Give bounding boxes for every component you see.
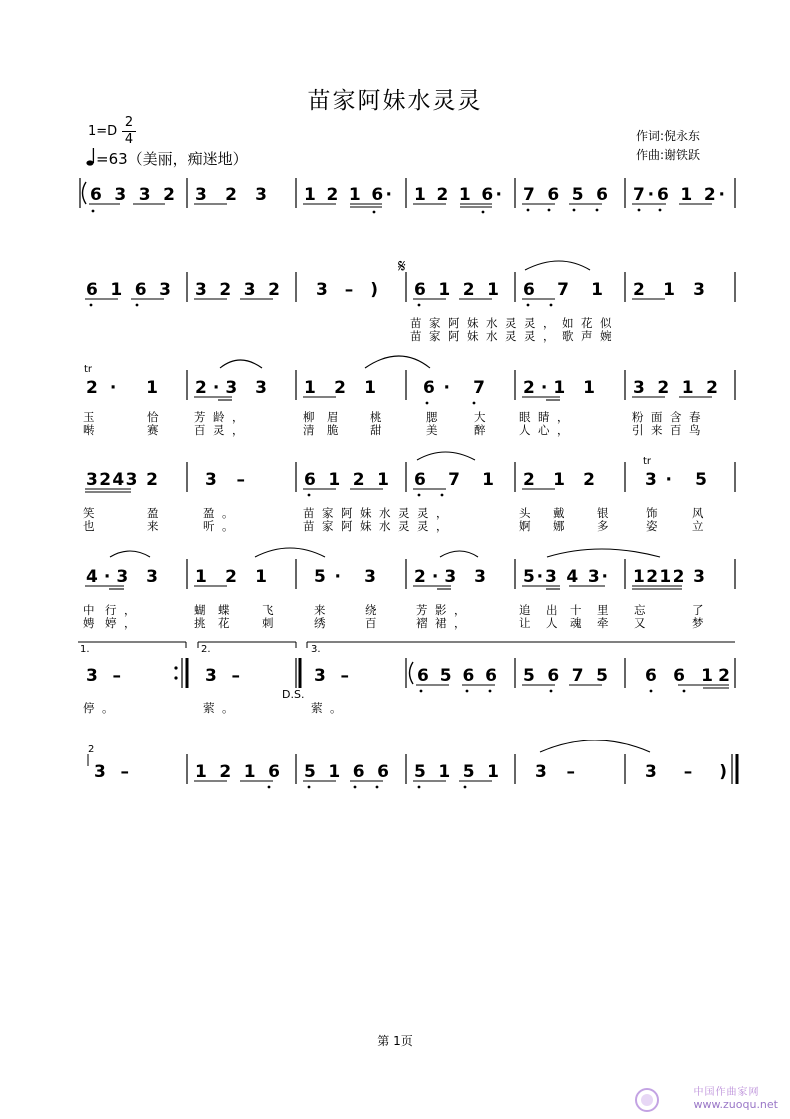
- octave-dots: [92, 209, 662, 214]
- lyric-word: 来: [147, 519, 166, 533]
- lyric-word: 百灵，: [194, 423, 251, 437]
- lyric-word: 人心，: [519, 423, 576, 437]
- measure-notes: 3243 2: [86, 470, 158, 490]
- repeat-dots: [174, 666, 177, 679]
- slur: [417, 452, 475, 460]
- volta-1-label: 1.: [80, 644, 90, 655]
- measure-notes: 6 6 12: [645, 666, 730, 686]
- lyric-word: 挑: [194, 616, 213, 630]
- lyric-word: 头: [519, 506, 538, 520]
- measure-6: [633, 185, 725, 205]
- measure-notes: 6 1 2 1: [414, 280, 499, 300]
- lyric-word: 苗家阿妹水灵灵，: [303, 506, 455, 520]
- lyric-word: 萦。: [311, 701, 349, 715]
- lyric-word: 来: [314, 603, 333, 617]
- lyric-word: 多: [597, 519, 616, 533]
- lyric-word: 追: [519, 603, 538, 617]
- lyric-word: 让: [519, 616, 538, 630]
- watermark-site-name: 中国作曲家网: [693, 1087, 760, 1098]
- measure-notes: 3 –: [205, 470, 245, 490]
- measure-notes: 3 –: [94, 762, 129, 782]
- volta-2-label: 2.: [201, 644, 211, 655]
- measure-notes: 2 1 3: [633, 280, 705, 300]
- lyric-word: 又: [634, 616, 653, 630]
- slur: [255, 548, 325, 557]
- lyric-word: 行，: [105, 603, 143, 617]
- lyric-word: 脆: [327, 423, 346, 437]
- score-system-3: [0, 352, 790, 412]
- lyric-word: 婀: [519, 519, 538, 533]
- lyric-word: 柳: [303, 410, 322, 424]
- tempo-marking: [86, 147, 248, 171]
- lyric-word: 刺: [262, 616, 281, 630]
- slur: [540, 740, 650, 752]
- measure-notes: 1 2 1 6·: [414, 185, 502, 205]
- lyric-word: 引来百鸟: [632, 423, 708, 437]
- time-signature-top: 2: [124, 115, 134, 130]
- score-system-2: [0, 258, 790, 348]
- lyric-word: 人: [546, 616, 565, 630]
- octave-dots: [420, 690, 686, 693]
- measure-1: [90, 185, 175, 205]
- octave-dots: [268, 786, 467, 789]
- measure-notes: 3 –: [86, 666, 121, 686]
- lyrics-verse-2: 苗家阿妹水灵灵，歌声婉: [410, 329, 619, 343]
- measure-notes: 2·3 3: [195, 378, 267, 398]
- lyric-word: 恰: [147, 410, 166, 424]
- lyric-word: 听。: [203, 519, 241, 533]
- measure-notes: 1 2 1 6·: [304, 185, 392, 205]
- measure-notes: 6 5 6 6: [417, 666, 497, 686]
- key-signature: 1=D: [88, 124, 118, 139]
- octave-dots: [90, 304, 553, 307]
- measure-2: [195, 185, 267, 205]
- trill-mark: tr: [643, 456, 652, 467]
- lyricist: 作词:倪永东: [636, 129, 701, 143]
- lyric-word: 甜: [370, 423, 389, 437]
- lyric-word: 姿: [646, 519, 665, 533]
- composer: 作曲:谢铁跃: [636, 148, 701, 162]
- time-signature: [122, 116, 136, 147]
- lyric-word: 出: [546, 603, 565, 617]
- lyrics-verse-1: 苗家阿妹水灵灵，如花似: [410, 316, 619, 330]
- lyric-word: 清: [303, 423, 322, 437]
- measure-notes: 4·3 3: [86, 567, 158, 587]
- lyric-word: 笑: [83, 506, 102, 520]
- watermark-logo-icon: [634, 1087, 660, 1113]
- measure-notes: 3 –: [535, 762, 575, 782]
- lyric-word: 立: [692, 519, 711, 533]
- dal-segno-marking: D.S.: [282, 688, 305, 701]
- time-signature-bottom: 4: [124, 132, 134, 147]
- score-system-5: [0, 545, 790, 605]
- measure-notes: 2 1 2: [523, 470, 595, 490]
- song-title: 苗家阿妹水灵灵: [307, 88, 483, 114]
- measure-notes: 6 1 6 3: [86, 280, 171, 300]
- lyric-word: 百: [365, 616, 384, 630]
- underlines: [194, 397, 712, 400]
- score-system-4: [0, 448, 790, 508]
- slur: [440, 551, 478, 557]
- underlines: [416, 685, 729, 688]
- measure-notes: 1 2 1: [304, 378, 376, 398]
- measure-notes: 1212 3: [633, 567, 705, 587]
- measure-notes: 5·3 4 3·: [523, 567, 608, 587]
- slur: [220, 360, 262, 368]
- measure-notes: 3 2 1 2: [633, 378, 718, 398]
- underlines: [89, 204, 712, 207]
- open-paren: [410, 662, 414, 684]
- lyric-word: 桃: [370, 410, 389, 424]
- measure-notes: 1 2 1: [195, 567, 267, 587]
- measure-notes: 3 – ): [645, 762, 727, 782]
- lyric-word: 芳龄，: [194, 410, 251, 424]
- measure-notes: 6· 7: [423, 378, 485, 398]
- lyric-word: 啭: [83, 423, 102, 437]
- lyric-word: 腮: [426, 410, 445, 424]
- lyric-word: 中: [83, 603, 102, 617]
- lyric-word: 眉: [327, 410, 346, 424]
- measure-notes: 2·1 1: [523, 378, 595, 398]
- lyric-word: 十: [570, 603, 589, 617]
- lyric-word: 梦: [692, 616, 711, 630]
- lyric-word: 娜: [553, 519, 572, 533]
- lyric-word: 牵: [597, 616, 616, 630]
- lyric-word: 萦。: [203, 701, 241, 715]
- lyric-word: 也: [83, 519, 102, 533]
- slur: [110, 551, 150, 557]
- lyric-word: 魂: [570, 616, 589, 630]
- lyric-word: 粉面含春: [632, 410, 708, 424]
- measure-notes: 1 2 1 6: [195, 762, 280, 782]
- measure-notes: 2·3 3: [414, 567, 486, 587]
- measure-notes: 3 – ): [316, 280, 378, 300]
- volta-3-label: 3.: [311, 644, 321, 655]
- lyric-word: 戴: [553, 506, 572, 520]
- measure-notes: 3 2 3: [195, 185, 267, 205]
- slur: [365, 356, 430, 368]
- score-system-7: [0, 740, 790, 800]
- measure-notes: 3 –: [314, 666, 349, 686]
- segno-sign: 𝄋: [398, 258, 406, 277]
- lyric-word: 醉: [474, 423, 493, 437]
- lyric-word: 玉: [83, 410, 102, 424]
- measure-notes: 3 –: [205, 666, 240, 686]
- measure-notes: 6 7 1: [414, 470, 494, 490]
- measure-notes: 5 1 6 6: [304, 762, 389, 782]
- measure-notes: 2· 1: [86, 378, 158, 398]
- measure-notes: 6 1 2 1: [304, 470, 389, 490]
- measure-3: [304, 185, 392, 205]
- lyric-word: 绣: [314, 616, 333, 630]
- measure-notes: 3· 5: [645, 470, 707, 490]
- volta-brackets: [78, 642, 735, 648]
- lyric-word: 花: [218, 616, 237, 630]
- lyric-word: 芳影，: [416, 603, 473, 617]
- score-system-1: [0, 170, 790, 230]
- lyric-word: 大: [474, 410, 493, 424]
- lyric-word: 里: [597, 603, 616, 617]
- lyric-word: 风: [692, 506, 711, 520]
- lyric-word: 停。: [83, 701, 121, 715]
- lyric-word: 褶裙，: [416, 616, 473, 630]
- lyric-word: 饰: [646, 506, 665, 520]
- trill-mark: tr: [84, 364, 93, 375]
- watermark-url: www.zuoqu.net: [693, 1098, 778, 1111]
- slur: [547, 549, 660, 557]
- measure-notes: 7·6 1 2·: [633, 185, 725, 205]
- lyric-word: 婷，: [105, 616, 143, 630]
- quarter-note-icon: [86, 147, 96, 171]
- lyric-word: 飞: [262, 603, 281, 617]
- measure-5: [523, 185, 608, 205]
- measure-notes: 6 3 3 2: [90, 185, 175, 205]
- lyric-word: 忘: [634, 603, 653, 617]
- underlines: [85, 586, 682, 589]
- measure-notes: 3 2 3 2: [195, 280, 280, 300]
- lyric-word: 绕: [365, 603, 384, 617]
- lyric-word: 美: [426, 423, 445, 437]
- slur: [525, 261, 590, 270]
- lyric-word: 娉: [83, 616, 102, 630]
- credits: [636, 127, 700, 165]
- measure-4: [414, 185, 502, 205]
- octave-dots: [308, 494, 444, 497]
- lyric-word: 盈: [147, 506, 166, 520]
- measure-notes: 7 6 5 6: [523, 185, 608, 205]
- lyric-word: 苗家阿妹水灵灵，: [303, 519, 455, 533]
- lyric-word: 赛: [147, 423, 166, 437]
- tempo-text: =63（美丽，痴迷地）: [96, 150, 248, 168]
- lyric-word: 眼睛，: [519, 410, 576, 424]
- lyric-word: 盈。: [203, 506, 241, 520]
- lyric-word: 银: [597, 506, 616, 520]
- measure-notes: 5· 3: [314, 567, 376, 587]
- measure-notes: 5 6 7 5: [523, 666, 608, 686]
- open-paren: [83, 182, 87, 204]
- page-number: 第 1页: [377, 1034, 413, 1048]
- octave-dots: [426, 402, 476, 405]
- lyric-word: 了: [692, 603, 711, 617]
- lyric-word: 蝶: [218, 603, 237, 617]
- volta-label: 2: [88, 744, 95, 755]
- measure-notes: 5 1 5 1: [414, 762, 499, 782]
- lyric-word: 蝴: [194, 603, 213, 617]
- measure-notes: 6 7 1: [523, 280, 603, 300]
- watermark: [694, 1083, 778, 1111]
